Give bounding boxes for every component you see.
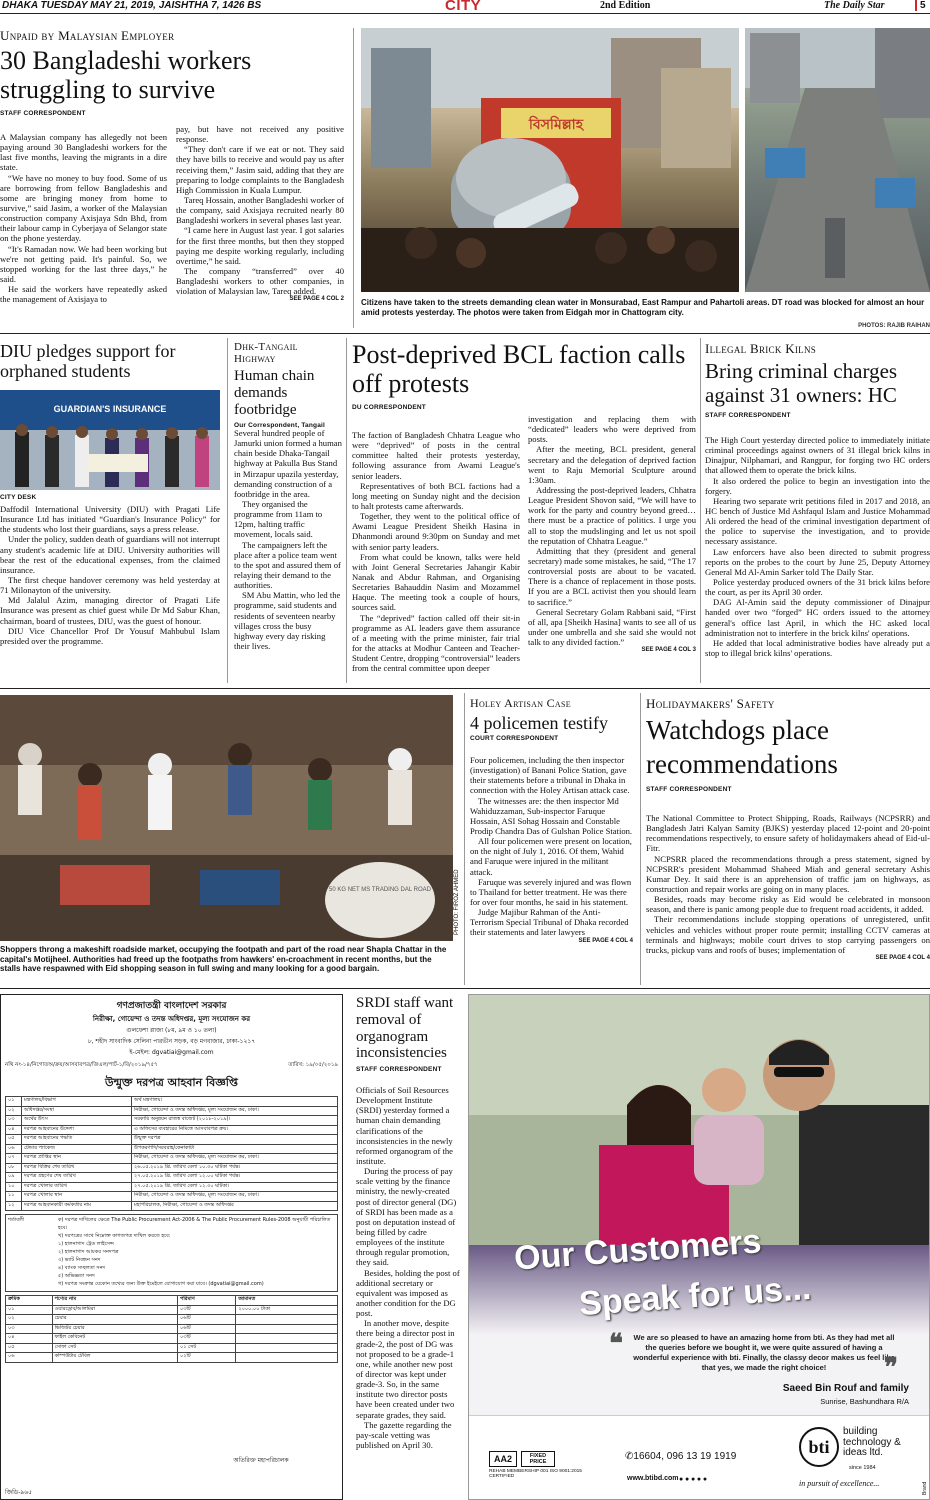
item-cell — [236, 1334, 338, 1344]
story-srdi — [356, 995, 460, 1073]
paragraph: Tareq Hossain, another Bangladeshi worker of the company, said Axisjaya recruited nearly 80 Bangladeshi workers in several phases last year. — [176, 194, 344, 226]
paragraph: “It's Ramadan now. We had been working but we're not getting paid. It's painful. So, we stopped working for the last three days,” he said. — [0, 243, 167, 284]
condition-item: ৩) ভ্যাট নিবন্ধন সনদ — [58, 1257, 101, 1263]
paragraph: He added that local administrative bodies have already put a stop to illegal brick kilns' operations. — [705, 637, 930, 658]
byline: STAFF CORRESPONDENT — [356, 1066, 442, 1074]
paragraph: After the meeting, BCL president, general secretary and the delegation of deprived faction went to Raju Memorial Sculpture around 1:30am. — [528, 444, 696, 485]
item-cell: সোফা সেট — [52, 1343, 177, 1353]
notice-row — [6, 1106, 338, 1116]
item-cell: ০৩টি — [177, 1305, 235, 1315]
notice-address: ৮, শহীদ সাংবাদিক সেলিনা পারভীন সড়ক, বড় মগবাজার, ঢাকা-১২১৭ — [87, 1038, 256, 1045]
condition-item: ক) দরপত্র দাখিলের ক্ষেত্রে The Public Procurement Act-2006 & The Public Procurement Rules-2008 অনুযায়ী পরিচালিত হবে। — [58, 1217, 331, 1231]
story-kicker: Holidaymakers' Safety — [646, 696, 775, 711]
notice-cell: ২৭.০৫.২০১৯ খ্রি. তারিখ বেলা ১২.৩০ ঘটিকা। — [132, 1182, 338, 1192]
byline: Our Correspondent, Tangail — [234, 422, 326, 430]
notice-row — [6, 1097, 338, 1107]
notice-cell: দরপত্র আহবানের উদ্দেশ্য — [22, 1125, 132, 1135]
bti-name: building technology & ideas ltd. — [843, 1426, 901, 1458]
paragraph: DAG Al-Amin said the deputy commissioner of Dinajpur handed over two “forged” HC orders issued to the attorney general's office last April, in which the HC asked local administration not to interfere in the brick kilns' operations. — [705, 597, 930, 638]
story-workers — [0, 28, 350, 117]
paragraph: NCPSRR placed the recommendations through a press statement, signed by NCPSRR's president Mohammad Shaheed Miah and general secretary Ashis Kumar Dey. It said there is an apprehension of traffic jam on highways, as construction and repair works are going on in many places. — [646, 853, 930, 894]
notice-cell: ০১ — [6, 1097, 22, 1107]
notice-cell: ১২ — [6, 1201, 22, 1211]
story-headline: 30 Bangladeshi workers struggling to survive — [0, 46, 252, 105]
story-srdi-body — [356, 1085, 460, 1450]
paragraph: He said the workers have repeatedly asked the management of Axisjaya to — [0, 284, 167, 305]
rating-badge: AA2 — [489, 1451, 517, 1467]
since-text: since 1984 — [849, 1465, 876, 1471]
paragraph: SM Abu Mattin, who led the programme, said students and residents of seventeen nearby villages cross the busy highway every day risking their lives. — [234, 590, 341, 651]
paragraph: The first cheque handover ceremony was held yesterday at 71 Milonayton of the university. — [0, 574, 220, 596]
paragraph: Officials of Soil Resources Development Institute (SRDI) yesterday formed a human chain demanding clarifications of the inconsistencies in the newly reformed organogram of the institute. — [356, 1085, 453, 1166]
item-cell — [236, 1353, 338, 1363]
paragraph: Daffodil International University (DIU) with Pragati Life Insurance Ltd has initiated “Guardian's Insurance Policy” for the students who lost their guardians, says a press release. — [0, 504, 220, 535]
notice-cell: ০৯ — [6, 1173, 22, 1183]
paragraph: DIU Vice Chancellor Prof Dr Yousuf Mahbubul Islam presided over the programme. — [0, 625, 220, 646]
notice-cell: নিরীক্ষা, গোয়েন্দা ও তদন্ত অধিদপ্তর, মূল্য সংযোজন কর, ঢাকা। — [132, 1192, 338, 1202]
item-cell: ০১ সেট — [177, 1343, 235, 1353]
notice-cell: সরকারি অনুন্নয়ন রাজস্ব বাজেট (২০১৮-২০১৯)। — [132, 1116, 338, 1126]
paragraph: Besides, roads may become risky as Eid would be celebrated in monsoon season, and there is panic among people due to frequent road accidents, it added. — [646, 894, 930, 915]
paragraph: Besides, holding the post of additional secretary or equivalent was imposed as another condition for the DG post. — [356, 1267, 460, 1319]
item-cell: ০৬টি — [177, 1324, 235, 1334]
paragraph: Law enforcers have also been directed to submit progress reports on the probes to the court by June 25, Deputy Attorney General Md Al-Amin Sarker told The Daily Star. — [705, 546, 930, 577]
byline: STAFF CORRESPONDENT — [705, 412, 791, 420]
water-protest-photo — [361, 28, 739, 292]
item-cell: ০৬ — [6, 1353, 53, 1363]
notice-cell: এ অফিসের ব্যবহারের নিমিত্তে আসবাবপত্র ক্রয়। — [132, 1125, 338, 1135]
paragraph: During the process of pay scale vetting by the finance ministry, the newly-created post of director general (DG) of SRDI has been made as a post on deputation instead of being filled by cadre employees of the institute through regular promotion, they said. — [356, 1166, 457, 1268]
notice-cell: দরপত্র খোলার তারিখ — [22, 1182, 132, 1192]
paragraph: General Secretary Golam Rabbani said, “First of all, apa [Sheikh Hasina] wants to see all of us under one umbrella and she said she would not talk to any divided faction.” — [528, 606, 696, 648]
notice-cell: দরপত্র গ্রহণের শেষ তারিখ — [22, 1173, 132, 1183]
notice-ref: নথি নং-১৪/নিগোতঅ/ক্রয়/আসবাবপত্র/জিএল/পার্ট-১/বি/২০১৯/৭৫৭ — [5, 1062, 158, 1068]
water-caption: Citizens have taken to the streets demanding clean water in Monsurabad, East Rampur and Pahartoli areas. DT road was blocked for almost an hour amid protests yesterday. The photos were taken from Eidgah mor in Chattogram city. — [361, 298, 925, 317]
paragraph: Four policemen, including the then inspector (investigation) of Banani Police Station, gave their statements before a tribunal in Dhaka in connection with the Holey Artisan attack case. — [470, 755, 630, 796]
ad-tagline: in pursuit of excellence... — [799, 1479, 880, 1488]
continuation: SEE PAGE 4 COL 4 — [875, 954, 930, 961]
condition-item: ৪) ব্যাংক সচ্ছলতা সনদ — [58, 1265, 106, 1271]
notice-row — [6, 1201, 338, 1211]
notice-row — [6, 1125, 338, 1135]
byline: STAFF CORRESPONDENT — [646, 785, 732, 793]
story-holey-artisan — [470, 696, 635, 742]
diu-event-photo — [0, 390, 220, 490]
continuation: SEE PAGE 4 COL 4 — [578, 937, 633, 944]
notice-row — [6, 1135, 338, 1145]
bti-logo: bti — [799, 1427, 839, 1467]
sack-label: 50 KG NET MS TRADING DAL ROAD — [329, 887, 431, 893]
notice-row — [6, 1154, 338, 1164]
condition-item: ২) হালনাগাদ আয়কর সনদপত্র — [58, 1249, 119, 1255]
notice-cell: উপকরণাদি/সরবরাহ/কেনাকাটা — [132, 1144, 338, 1154]
story-holey-artisan-body — [470, 755, 633, 945]
item-cell: ০৪ — [6, 1334, 53, 1344]
item-row — [6, 1305, 338, 1315]
story-bcl-col1 — [352, 430, 520, 673]
notice-cell: মন্ত্রণালয়/বিভাগ — [22, 1097, 132, 1107]
item-cell — [236, 1315, 338, 1325]
paper-logo: The Daily Star — [824, 0, 885, 11]
paragraph: The gazette regarding the pay-scale vetting was published on April 30. — [356, 1419, 452, 1450]
item-cell: ২০০০.০০ টাকা — [236, 1305, 338, 1315]
story-brick-kilns — [705, 341, 930, 419]
item-cell: ০২টি — [177, 1353, 235, 1363]
ad-web: www.btibd.com — [627, 1475, 679, 1482]
paragraph: Admitting that they (president and general secretary) made some mistakes, he said, “The 17 controversial posts are about to be vacated. There is a chance of replacement in those posts. If you are a BCL activist then you should learn to sacrifice.” — [528, 545, 696, 607]
item-cell: চেয়ার — [52, 1315, 177, 1325]
paragraph: Md Jalalul Azim, managing director of Pragati Life Insurance was present as chief guest while Dr Md Sabur Khan, chairman, board of trustees, DIU, was the guest of honour. — [0, 595, 220, 626]
notice-cell: দরপত্র খোলার স্থান — [22, 1192, 132, 1202]
item-cell: ওয়ারড্রোব/আলমিরা — [52, 1305, 177, 1315]
notice-date: তারিখ: ১৯/০৫/২০১৯ — [288, 1062, 338, 1068]
notice-cell: ০৩ — [6, 1116, 22, 1126]
byline: COURT CORRESPONDENT — [470, 735, 559, 743]
crowd-aerial-photo — [745, 28, 930, 292]
item-header-cell: পরিমাণ — [177, 1296, 235, 1306]
notice-cell: দরপত্র প্রাপ্তির স্থান — [22, 1154, 132, 1164]
story-bcl — [352, 340, 697, 411]
market-photo — [0, 695, 453, 941]
phone-number: 16604, 096 13 19 1919 — [633, 1451, 737, 1462]
item-cell — [236, 1324, 338, 1334]
notice-cell: ০৪ — [6, 1125, 22, 1135]
notice-cell: ০২ — [6, 1106, 22, 1116]
story-workers-col2 — [176, 124, 344, 303]
notice-row — [6, 1163, 338, 1173]
open-quote-icon: ❝ — [609, 1329, 623, 1358]
notice-cell: উন্মুক্ত দরপত্র — [132, 1135, 338, 1145]
paragraph: pay, but have not received any positive response. — [176, 124, 344, 145]
notice-row — [6, 1182, 338, 1192]
paragraph: The company “transferred” over 40 Bangladeshi workers to other companies, in violation of Malaysian law, Tareq added. — [176, 265, 344, 297]
condition-item: ৫) অভিজ্ঞতা সনদ — [58, 1273, 95, 1279]
market-crowd-illustration — [0, 695, 453, 941]
paragraph: Several hundred people of Jamurki union formed a human chain beside Dhaka-Tangail highway at Pakulla Bus Stand in Mirzapur upazila yesterday, demanding construction of a footbridge in the area. — [234, 428, 342, 499]
story-bcl-col2 — [528, 414, 696, 654]
ad-quote: We are so pleased to have an amazing home from bti. As they had met all the queries before we bought it, we were quite assured of having a wonderful experience with bti. Finally, the classy decor makes us feel like that yes, we made the right choice! — [633, 1333, 895, 1373]
item-cell: ভিজিটর চেয়ার — [52, 1324, 177, 1334]
item-row — [6, 1334, 338, 1344]
close-quote-icon: ❞ — [884, 1353, 898, 1382]
fixed-price-badge: FIXED PRICE — [521, 1451, 555, 1467]
market-caption: Shoppers throng a makeshift roadside market, occupying the footpath and part of the road near Shapla Chattar in the capital's Motijheel. Authorities had freed up the footpaths from hawkers' en-croachment in recent months, but the stalls have respawned with Eid shopping season in full swing and many looking for a good bargain. — [0, 945, 447, 974]
edition: 2nd Edition — [600, 0, 651, 11]
paragraph: It also ordered the police to begin an investigation into the forgery. — [705, 475, 930, 496]
continuation: SEE PAGE 4 COL 3 — [641, 647, 696, 654]
notice-cell: টেন্ডার প্যাকেজ — [22, 1144, 132, 1154]
notice-row — [6, 1116, 338, 1126]
item-cell: ০৩ — [6, 1324, 53, 1334]
tender-notice — [0, 994, 343, 1500]
notice-cell: ০৬ — [6, 1144, 22, 1154]
diu-banner: GUARDIAN'S INSURANCE — [53, 404, 167, 414]
notice-footer-code: জিডি-৯৬৫ — [5, 1489, 33, 1496]
notice-title: উন্মুক্ত দরপত্র আহবান বিজ্ঞপ্তি — [105, 1076, 238, 1089]
ad-headline-1: Our Customers — [512, 1222, 763, 1278]
paragraph: The campaigners left the place after a police team went to the spot and assured them of relaying their demand to the authorities. — [234, 539, 341, 591]
paragraph: Together, they went to the political office of Awami League President Sheikh Hasina in Dhanmondi around 9:30pm on Sunday and met with senior party leaders. — [352, 511, 520, 552]
aerial-street-illustration — [745, 28, 930, 292]
story-headline: Human chain demands footbridge — [234, 368, 315, 418]
family-photo — [469, 995, 930, 1245]
story-kicker: Dhk-Tangail Highway — [234, 341, 298, 365]
story-watchdogs-body — [646, 813, 930, 962]
story-brick-kilns-body — [705, 435, 930, 658]
notice-item-table — [5, 1295, 338, 1363]
bti-advertisement — [468, 994, 930, 1500]
paragraph: In another move, despite there being a director post in grade-2, the post of DG was not proposed to be a grade-1 one, while another new post of director was kept under grade-3. So, in the same institute two director posts have been created under two separate grades, they said. — [356, 1318, 455, 1420]
byline: DU CORRESPONDENT — [352, 404, 426, 412]
ad-location: Sunrise, Bashundhara R/A — [820, 1397, 909, 1406]
water-protest-illustration — [361, 28, 739, 292]
notice-cell: অর্থের উৎস — [22, 1116, 132, 1126]
paragraph: The witnesses are: the then inspector Md Wahiduzzaman, Sub-inspector Faruque Hossain, ASI Sohag Hossain and Constable Prodip Chandra Das of Gulshan Police Station. — [470, 795, 633, 836]
notice-signoff: অতিরিক্ত মহাপরিচালক — [233, 1457, 289, 1464]
story-headline: DIU pledges support for orphaned students — [0, 341, 176, 382]
paragraph: The faction of Bangladesh Chhatra League who were “deprived” of posts in the central committee halted their protests yesterday, following assurance from Awami League's senior leaders. — [352, 430, 520, 481]
paragraph: Judge Majibur Rahman of the Anti-Terrorism Special Tribunal of Dhaka recorded their statements and later lawyers — [470, 907, 629, 938]
story-headline: Watchdogs place recommendations — [646, 715, 838, 779]
notice-cell: ১১ — [6, 1192, 22, 1202]
conditions-list — [58, 1217, 335, 1289]
story-headline: 4 policemen testify — [470, 713, 608, 733]
truck-sign: বিসমিল্লাহ — [528, 117, 584, 133]
social-icons: ● ● ● ● ● — [679, 1475, 708, 1483]
item-cell — [236, 1343, 338, 1353]
notice-cell: নিরীক্ষা, গোয়েন্দা ও তদন্ত অধিদপ্তর, মূল্য সংযোজন কর, ঢাকা। — [132, 1154, 338, 1164]
item-header-cell: ক্রমিক — [6, 1296, 53, 1306]
story-headline: Bring criminal charges against 31 owners: HC — [705, 359, 898, 407]
notice-cell: দরপত্র বিক্রির শেষ তারিখ — [22, 1163, 132, 1173]
notice-cell: দরপত্র আহবানকারী কর্মকর্তার নাম — [22, 1201, 132, 1211]
notice-cell: নিরীক্ষা, গোয়েন্দা ও তদন্ত অধিদপ্তর, মূল্য সংযোজন কর, ঢাকা। — [132, 1106, 338, 1116]
story-diu-body — [0, 504, 220, 646]
notice-cell: ১০ — [6, 1182, 22, 1192]
section-name: CITY — [445, 0, 482, 14]
notice-cell: ০৫ — [6, 1135, 22, 1145]
ad-customer: Saeed Bin Rouf and family — [782, 1383, 909, 1394]
notice-row — [6, 1173, 338, 1183]
story-footbridge — [234, 341, 342, 429]
paragraph: A Malaysian company has allegedly not been paying around 30 Bangladeshi workers for the last five months, leaving the migrants in a dire state. — [0, 132, 167, 173]
ad-headline-2: Speak for us... — [577, 1268, 813, 1324]
paragraph: Under the policy, sudden death of guardians will not interrupt any student's academic life at DIU. University authorities will bear the rest of the educational expenses, from the claimed insurance. — [0, 534, 220, 575]
notice-info-table — [5, 1096, 338, 1211]
photo-credit: PHOTOS: RAJIB RAIHAN — [858, 323, 930, 329]
paragraph: They organised the programme from 11am to 12pm, halting traffic movement, locals said. — [234, 498, 323, 540]
notice-row — [6, 1192, 338, 1202]
notice-cell: অর্থ মন্ত্রণালয়। — [132, 1097, 338, 1107]
notice-govt: গণপ্রজাতন্ত্রী বাংলাদেশ সরকার — [116, 1001, 227, 1011]
item-row — [6, 1343, 338, 1353]
item-cell: কম্পিউটার টেবিল — [52, 1353, 177, 1363]
notice-cell: দরপত্র আহবানের পদ্ধতি — [22, 1135, 132, 1145]
condition-item: ১) হালনাগাদ ট্রেড লাইসেন্স — [58, 1241, 114, 1247]
story-kicker: Holey Artisan Case — [470, 696, 571, 710]
paragraph: From what could be known, talks were held with Joint General Secretaries Jahangir Kabir Nanak and Abdur Rahman, and Organising Secretaries Bahauddin Nasim and Mozammel Haque. The meeting took a couple of hours, sources said. — [352, 551, 520, 613]
paragraph: Faruque was severely injured and was flown to Thailand for better treatment. He was there for over four months, he said in his statement. — [470, 876, 632, 907]
item-cell: ০২ — [6, 1315, 53, 1325]
notice-cell: ২৭.০৫.২০১৯ খ্রি. তারিখ বেলা ১২.০০ ঘটিকা পর্যন্ত। — [132, 1173, 338, 1183]
photo-credit: PHOTO: FIROZ AHMED — [454, 869, 460, 935]
paragraph: Police yesterday produced owners of the 31 brick kilns before the court, as per its April 30 order. — [705, 576, 930, 598]
story-workers-col1 — [0, 132, 167, 304]
notice-dept: নিরীক্ষা, গোয়েন্দা ও তদন্ত অধিদপ্তর, মূল্য সংযোজন কর — [92, 1015, 251, 1023]
story-headline: SRDI staff want removal of organogram inconsistencies — [356, 995, 454, 1062]
notice-cell: ০৭ — [6, 1154, 22, 1164]
notice-row — [6, 1144, 338, 1154]
paragraph: The National Committee to Protect Shipping, Roads, Railways (NCPSRR) and Bangladesh Jatri Kalyan Samity (BJKS) yesterday placed 12-point and 20-point recommendations respectively, to ensure safety of holidaymakers ahead of Eid-ul-Fitr. — [646, 813, 930, 854]
story-headline: Post-deprived BCL faction calls off protests — [352, 340, 686, 399]
masthead — [0, 0, 930, 14]
notice-cell: মহাপরিচালক, নিরীক্ষা, গোয়েন্দা ও তদন্ত অধিদপ্তর — [132, 1201, 338, 1211]
paragraph: The High Court yesterday directed police to immediately initiate criminal proceedings against owners of 31 illegal brick kilns in Dinajpur, Nilphamari, and Rangpur, for forging two HC orders that allowed them to operate the brick kilns. — [705, 435, 930, 476]
item-cell: ০১ — [6, 1305, 53, 1315]
paragraph: Representatives of both BCL factions had a long meeting on Sunday night and the decision to halt protests came afterwards. — [352, 480, 520, 511]
story-watchdogs — [646, 696, 930, 793]
item-cell: ০৫ — [6, 1343, 53, 1353]
paragraph: “We have no money to buy food. Some of us are borrowing from fellow Bangladeshis and some are bringing money from home to survive,” said Jasim, a worker of the Malaysian construction company Axisjaya Sdn Bhd, from their labour camp in Cyberjaya of Selangor state on the phone yesterday. — [0, 172, 167, 244]
continuation: SEE PAGE 4 COL 2 — [289, 296, 344, 303]
story-kicker: Unpaid by Malaysian Employer — [0, 28, 175, 43]
story-kicker: Illegal Brick Kilns — [705, 341, 817, 356]
ad-phone — [625, 1451, 736, 1462]
phone-icon: ✆ — [625, 1451, 634, 1462]
conditions-label: শর্তাবলী — [8, 1217, 25, 1223]
page-number: 5 — [915, 0, 926, 11]
paragraph: Their recommendations include stopping operations of unregistered, unfit vehicles and vehicles without proper route permit; installing CCTV cameras at terminals and highways; mobile court drives to stop carrying passengers on trucks, pickup vans and roofs of buses; implementation of — [646, 914, 930, 955]
byline: STAFF CORRESPONDENT — [0, 110, 86, 118]
item-cell: ফাইল কেবিনেট — [52, 1334, 177, 1344]
story-footbridge-body — [234, 428, 342, 651]
paragraph: Addressing the post-deprived leaders, Chhatra League President Shovon said, “We will have to work for the party and country beyond greed… there must be a practice of politics. I urge you all to stop the mudslinging and let us not spoil the reputation of Chhatra League.” — [528, 484, 696, 546]
condition-item: গ) দরপত্র সংক্রান্ত যেকোন তথ্যের জন্য উক্ত ইমেইলে যোগাযোগ করা যাবে। (dgvatiai@gmail.com) — [58, 1281, 264, 1287]
item-row — [6, 1324, 338, 1334]
paragraph: “They don't care if we eat or not. They said they have bills to receive and would pay us after receiving them,” Jasim said, adding that they are preparing to lodge complaints to the Bangladesh High Commission in Kuala Lumpur. — [176, 144, 344, 195]
notice-cell: ০৮ — [6, 1163, 22, 1173]
item-cell: ০৩টি — [177, 1334, 235, 1344]
notice-cell: ২৬.০৫.২০১৯ খ্রি. তারিখ বেলা ১০.৩০ ঘটিকা পর্যন্ত। — [132, 1163, 338, 1173]
diu-stage-illustration — [0, 390, 220, 490]
item-cell: ০৬টি — [177, 1315, 235, 1325]
story-diu — [0, 341, 220, 381]
paragraph: “I came here in August last year. I got salaries for the first three months, but then they stopped paying me despite working regularly, including overtime,” he said. — [176, 225, 344, 266]
paragraph: All four policemen were present on location, on the night of July 1, 2016. Of them, Wahid and Faruque were injured in the militant attack. — [470, 836, 632, 877]
notice-email: ই-মেইল: dgvatiai@gmail.com — [129, 1049, 214, 1056]
paragraph: The “deprived” faction called off their sit-in programme as AL leaders gave them assurance of a meeting with the prime minister, fair trial for the attacks at Modhur Canteen and Teacher-Student Centre, dropping “controversial” leaders from the central committee upon deeper — [352, 612, 520, 674]
item-row — [6, 1315, 338, 1325]
notice-cell: অধিদপ্তর/সংস্থা — [22, 1106, 132, 1116]
condition-item: খ) দরপত্রের সাথে নিম্নোক্ত কাগজপত্র দাখিল করতে হবে: — [58, 1233, 171, 1239]
byline: CITY DESK — [0, 494, 37, 501]
paragraph: investigation and replacing them with “dedicated” leaders who were deprived from posts. — [528, 414, 696, 445]
item-header-cell: জামানত — [236, 1296, 338, 1306]
agency-credit: Brand — [922, 1481, 928, 1495]
notice-building: গুলফেশা প্লাজা (৮ম, ৯ম ও ১০ তলা) — [126, 1027, 217, 1034]
dateline: DHAKA TUESDAY MAY 21, 2019, JAISHTHA 7, 1426 BS — [2, 0, 262, 11]
paragraph: Hearing two separate writ petitions filed in 2017 and 2018, an HC bench of Justice Md Ashfaqul Islam and Justice Mohammad Ali ordered the head of the criminal investigation department of the police to supervise the investigation, and to provide necessary assistance. — [705, 495, 930, 547]
item-row — [6, 1353, 338, 1363]
membership-text: REHAB MEMBERSHIP 001 ISO 9001:2015 CERTIFIED — [489, 1469, 582, 1479]
item-header-cell: পণ্যের নাম — [52, 1296, 177, 1306]
